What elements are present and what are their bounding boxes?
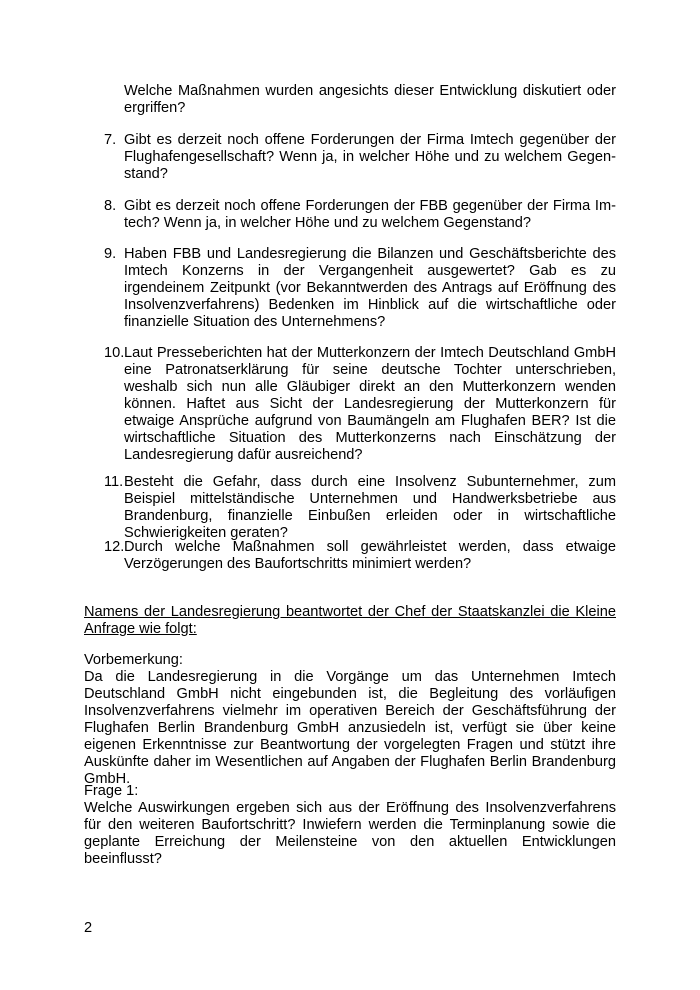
question-text: Durch welche Maßnahmen soll gewährleistet werden, dass etwaige Verzögerungen des Baufortschritts minimiert werden?	[124, 539, 616, 572]
question-text: Haben FBB und Landesregierung die Bilanzen und Geschäftsberichte des Imtech Konzerns in der Vergangenheit ausgewertet? Gab es zu irgendeinem Zeitpunkt (vor Bekanntwerden des Antrags auf Eröffnung des Insolvenzverfahrens) Bedenken im Hinblick auf die wirtschaftliche oder finanzielle Situation des Unternehmens?	[124, 246, 616, 330]
question-text: Gibt es derzeit noch offene Forderungen der Firma Imtech gegenüber der Flughafengesellschaft? Wenn ja, in welcher Höhe und zu welchem Gegenstand?	[124, 132, 616, 182]
preliminary-text: Da die Landesregierung in die Vorgänge um das Unternehmen Imtech Deutschland GmbH nicht eingebunden ist, die Begleitung des vorläufigen Insolvenzverfahrens vielmehr im operativen Bereich der Geschäftsführung der Flughafen Berlin Brandenburg GmbH anzusiedeln ist, verfügt sie über keine eigenen Erkenntnisse zur Beantwortung der vorgelegten Fragen und stützt ihre Auskünfte daher im Wesentlichen auf Angaben der Flughafen Berlin Brandenburg GmbH.	[84, 669, 616, 787]
question-6-continuation: Welche Maßnahmen wurden angesichts dieser Entwicklung diskutiert oder ergriffen?	[124, 83, 616, 116]
question-text: Besteht die Gefahr, dass durch eine Insolvenz Subunternehmer, zum Beispiel mittelständische Unternehmen und Handwerksbetriebe aus Brandenburg, finanzielle Einbußen erleiden oder in wirtschaftliche Schwierigkeiten geraten?	[124, 474, 616, 541]
question-number: 12.	[104, 539, 125, 555]
question-number: 11.	[104, 474, 124, 490]
preliminary-label: Vorbemerkung:	[84, 652, 183, 668]
question-number: 7.	[104, 132, 117, 148]
answer-heading: Namens der Landesregierung beantwortet der Chef der Staatskanzlei die Kleine Anfrage wie folgt:	[84, 604, 616, 637]
question-number: 8.	[104, 198, 117, 214]
question-number: 10.	[104, 345, 125, 361]
page-number: 2	[84, 920, 93, 936]
question-1-label: Frage 1:	[84, 783, 139, 799]
question-text: Laut Presseberichten hat der Mutterkonzern der Imtech Deutschland GmbH eine Patronatserklärung für seine deutsche Tochter unterschrieben, weshalb sich nun alle Gläubiger direkt an den Mutterkonzern wenden können. Haftet aus Sicht der Landesregierung der Mutterkonzern für etwaige Ansprüche aufgrund von Baumängeln am Flughafen BER? Ist die wirtschaftliche Situation des Mutterkonzerns nach Einschätzung der Landesregierung dafür ausreichend?	[124, 345, 616, 463]
question-number: 9.	[104, 246, 117, 262]
question-1-text: Welche Auswirkungen ergeben sich aus der Eröffnung des Insolvenzverfahrens für den weiteren Baufortschritt? Inwiefern werden die Terminplanung sowie die geplante Erreichung der Meilensteine von den aktuellen Entwicklungen beeinflusst?	[84, 800, 616, 867]
question-text: Gibt es derzeit noch offene Forderungen der FBB gegenüber der Firma Imtech? Wenn ja, in welcher Höhe und zu welchem Gegenstand?	[124, 198, 616, 231]
